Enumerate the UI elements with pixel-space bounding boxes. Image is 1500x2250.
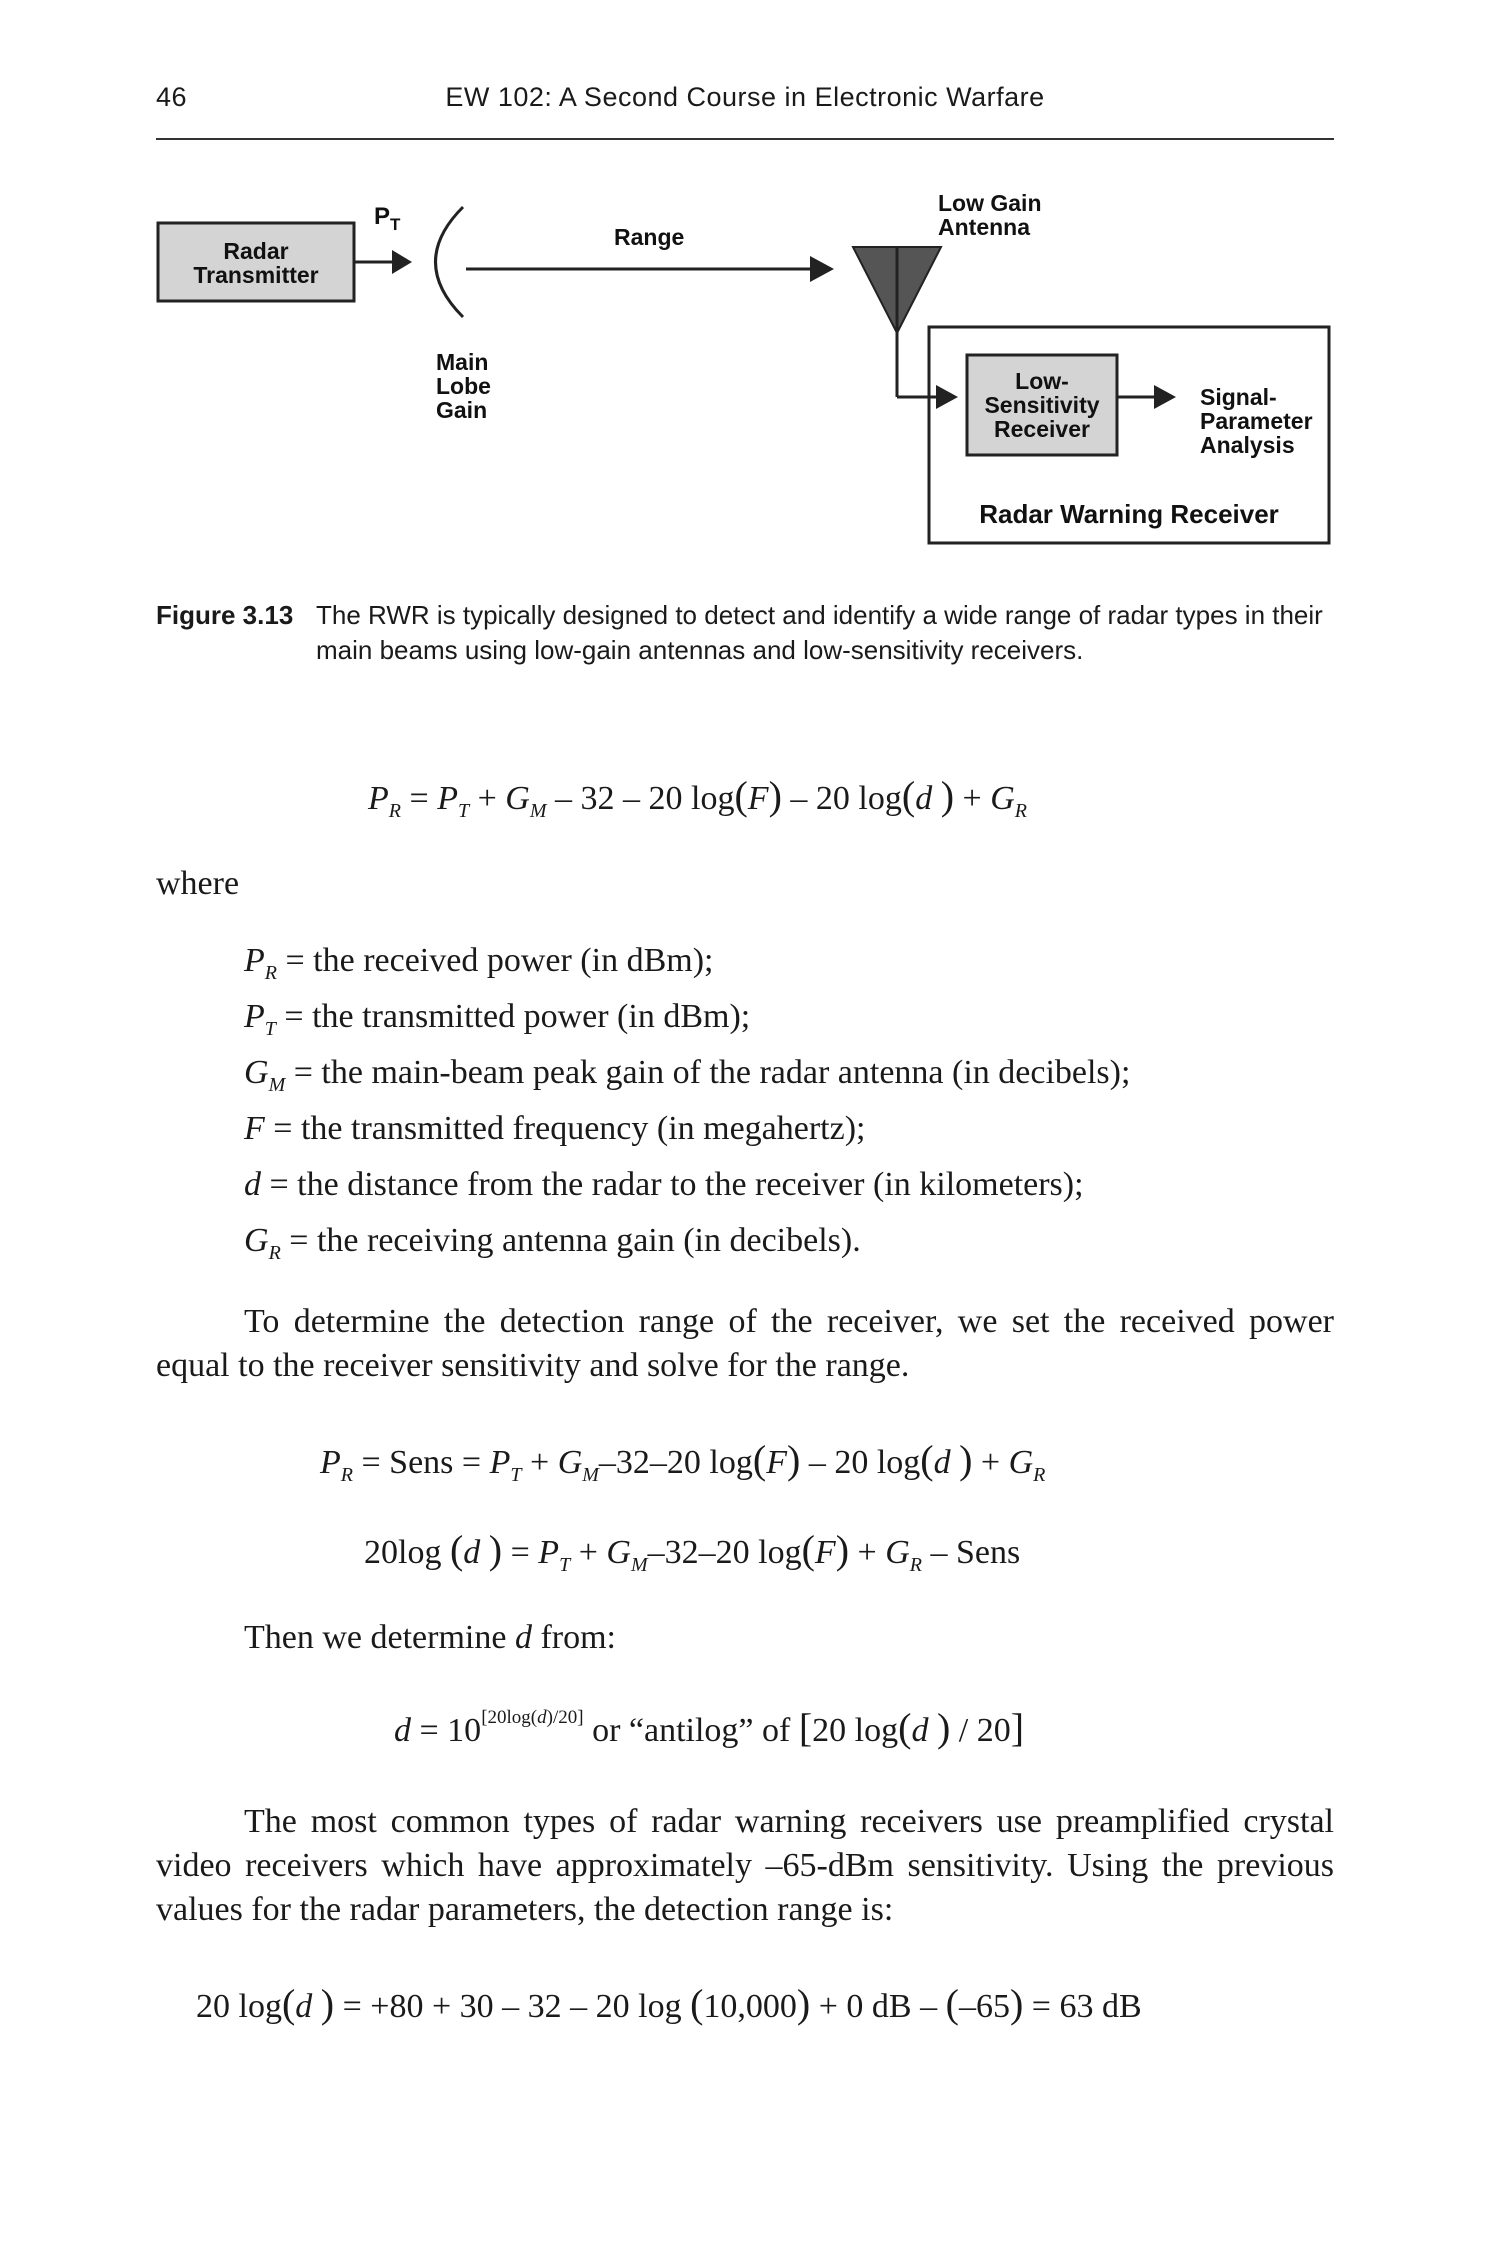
figure-3-13 bbox=[150, 165, 1350, 565]
book-title: EW 102: A Second Course in Electronic Warfare bbox=[445, 82, 1045, 112]
definition-d: d = the distance from the radar to the receiver (in kilometers); bbox=[244, 1166, 1084, 1203]
range-label: Range bbox=[614, 224, 685, 250]
range-arrow-icon bbox=[810, 256, 834, 282]
radar-transmitter-label: Radar Transmitter bbox=[193, 238, 319, 288]
low-gain-antenna-label: Low Gain Antenna bbox=[938, 190, 1042, 240]
main-lobe-gain-label: Main Lobe Gain bbox=[436, 349, 491, 423]
running-header bbox=[156, 82, 1334, 140]
definition-gr: $G_R$ = the receiving antenna gain (in decibels). bbox=[244, 1222, 861, 1264]
dish-antenna-icon bbox=[436, 207, 464, 317]
equation-20log-d: 20log (d ) = $P_T + G_M-32-20$ $\log(F) + G_R$ – Sens bbox=[364, 1527, 1021, 1576]
definition-f: F = the transmitted frequency (in megahertz); bbox=[244, 1110, 866, 1147]
definition-pr: $P_R$ = the received power (in dBm); bbox=[244, 942, 714, 984]
low-sensitivity-receiver-label: Low- Sensitivity Receiver bbox=[984, 368, 1100, 442]
equation-final: 20 log(d ) = +80 + 30 – 32 – 20 log (10,000) + 0 dB – (–65) = 63 dB bbox=[196, 1981, 1142, 2026]
paragraph-detection-range: To determine the detection range of the receiver, we set the received power equal to the receiver sensitivity and solve for the range. bbox=[156, 1303, 1334, 1384]
receiver-in-arrow-icon bbox=[936, 385, 958, 409]
where-label: where bbox=[156, 865, 240, 902]
equation-antilog: d = 10[20log(d)/20] or “antilog” of [20 log(d ) / 20] bbox=[394, 1705, 1025, 1750]
caption-text: The RWR is typically designed to detect and identify a wide range of radar types in their main beams using low-gain antennas and low-sensitivity receivers. bbox=[316, 600, 1323, 665]
pt-label: $P_T$ bbox=[374, 203, 401, 234]
signal-parameter-analysis-label: Signal- Parameter Analysis bbox=[1200, 384, 1313, 458]
analysis-arrow-icon bbox=[1154, 385, 1176, 409]
rwr-label: Radar Warning Receiver bbox=[979, 499, 1279, 529]
equation-received-power: $P_R = P_T + G_M - 32 - 20$ log(F) – 20 log(d ) + $G_R$ bbox=[368, 773, 1027, 822]
definition-gm: $G_M$ = the main-beam peak gain of the radar antenna (in decibels); bbox=[244, 1054, 1131, 1096]
caption-label: Figure 3.13 bbox=[156, 600, 294, 630]
equation-sensitivity: $P_R$ = Sens = $P_T + G_M-32-20$ log(F) – 20 log(d ) + $G_R$ bbox=[320, 1437, 1046, 1486]
transmitter-arrow-icon bbox=[392, 250, 412, 274]
page-number: 46 bbox=[156, 82, 188, 112]
definition-pt: $P_T$ = the transmitted power (in dBm); bbox=[244, 998, 751, 1040]
paragraph-rwr-types: The most common types of radar warning receivers use preamplified crystal video receivers which have approximately –65-dBm sensitivity. Using the previous values for the radar parameters, the detection range is: bbox=[156, 1803, 1334, 1928]
then-determine-text: Then we determine d from: bbox=[244, 1619, 616, 1656]
